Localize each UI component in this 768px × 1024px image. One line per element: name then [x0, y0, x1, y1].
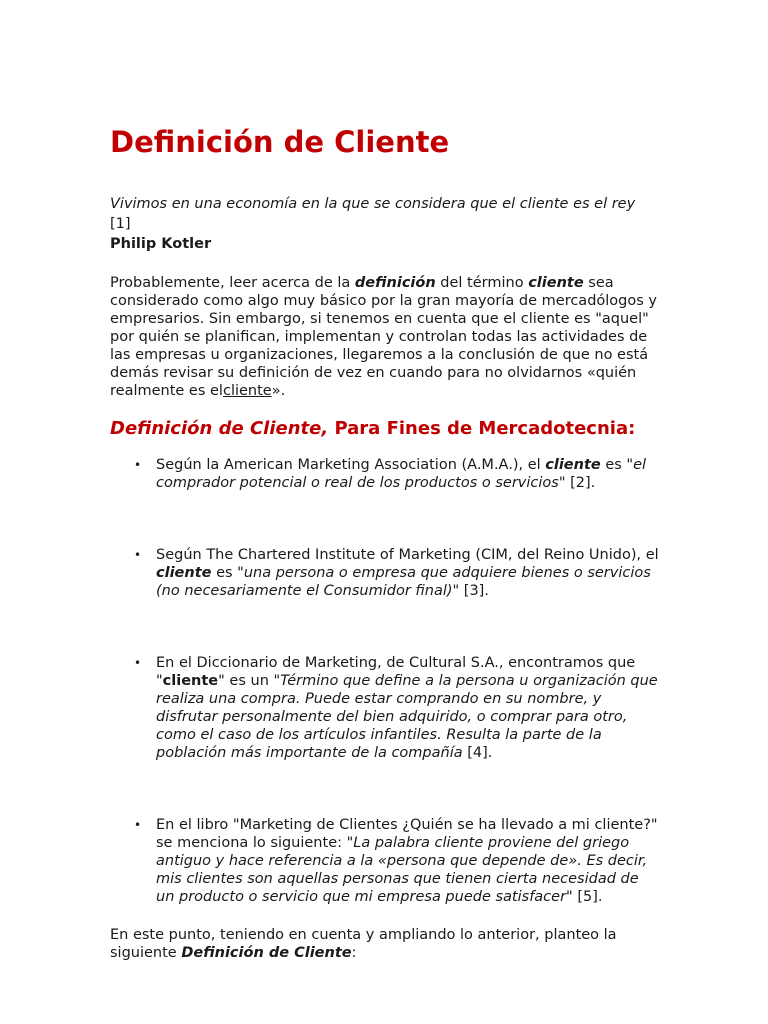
item-text: En el libro "Marketing de Clientes ¿Quién se ha llevado a mi cliente?" se menciona lo siguiente: " — [156, 817, 658, 851]
item-reference: " [3]. — [452, 583, 489, 599]
keyword-definicion: definición — [354, 275, 436, 291]
item-reference: [4]. — [462, 745, 493, 761]
list-item — [134, 456, 660, 492]
bullet-icon: • — [134, 818, 142, 832]
quote-reference[interactable]: [1] — [110, 216, 131, 232]
page-title: Definición de Cliente — [110, 125, 450, 159]
item-quote: Término que define a la persona u organización que realiza una compra. Puede estar comprando en su nombre, y disfrutar personalmente del bien adquirido, o comprar para otro, como el caso de los artículos infantiles. Resulta la parte de la población más importante de la compañía — [156, 673, 658, 761]
document-page — [110, 120, 660, 962]
intro-text-1: Probablemente, leer acerca de la — [110, 275, 355, 291]
quote-author: Philip Kotler — [110, 236, 212, 252]
item-text: es " — [600, 457, 634, 473]
section-heading-rest: Para Fines de Mercadotecnia: — [328, 418, 636, 439]
section-heading — [110, 416, 660, 442]
bullet-icon: • — [134, 656, 142, 670]
closing-punct: : — [351, 945, 357, 961]
list-item — [134, 654, 660, 762]
list-item — [134, 816, 660, 906]
bullet-icon: • — [134, 458, 142, 472]
definitions-list — [110, 456, 660, 906]
item-text: Según la American Marketing Association (A.M.A.), el — [156, 457, 546, 473]
item-quote: el comprador potencial o real de los productos o servicios — [156, 457, 647, 491]
closing-keyword: Definición de Cliente — [181, 945, 352, 961]
quote-text: Vivimos en una economía en la que se considera que el cliente es el rey — [110, 196, 636, 212]
intro-paragraph — [110, 274, 660, 400]
item-reference: " [2]. — [558, 475, 596, 491]
item-keyword: cliente — [162, 673, 219, 689]
bullet-icon: • — [134, 548, 142, 562]
intro-text-2: del término — [435, 275, 529, 291]
intro-text-3: sea considerado como algo muy básico por la gran mayoría de mercadólogos y empresarios. Sin embargo, si tenemos en cuenta que el cliente es "aquel" por quién se planifican, implementan y controlan todas las actividades de las empresas u organizaciones, llegaremos a la conclusión de que no está demás revisar su definición de vez en cuando para no olvidarnos «quién realmente es el — [110, 275, 657, 399]
list-item — [134, 546, 660, 600]
item-text: En el Diccionario de Marketing, de Cultural S.A., encontramos que " — [156, 655, 636, 689]
keyword-cliente: cliente — [528, 275, 584, 291]
section-heading-italic: Definición de Cliente, — [110, 418, 329, 439]
item-quote: una persona o empresa que adquiere bienes o servicios (no necesariamente el Consumidor final) — [156, 565, 651, 599]
item-keyword: cliente — [156, 565, 212, 581]
intro-text-4: ». — [271, 383, 286, 399]
item-text: es " — [211, 565, 244, 581]
closing-text: En este punto, teniendo en cuenta y ampliando lo anterior, planteo la siguiente — [110, 927, 617, 961]
cliente-link[interactable]: cliente — [222, 383, 272, 399]
item-quote: La palabra cliente proviene del griego antiguo y hace referencia a la «persona que depende de». Es decir, mis clientes son aquellas personas que tienen cierta necesidad de un producto o servicio que mi empresa puede satisfacer — [156, 835, 648, 905]
closing-paragraph — [110, 926, 660, 962]
epigraph-quote — [110, 194, 660, 254]
item-reference: " [5]. — [566, 889, 603, 905]
item-text: Según The Chartered Institute of Marketing (CIM, del Reino Unido), el — [156, 547, 659, 563]
item-keyword: cliente — [545, 457, 601, 473]
item-text: " es un " — [218, 673, 281, 689]
